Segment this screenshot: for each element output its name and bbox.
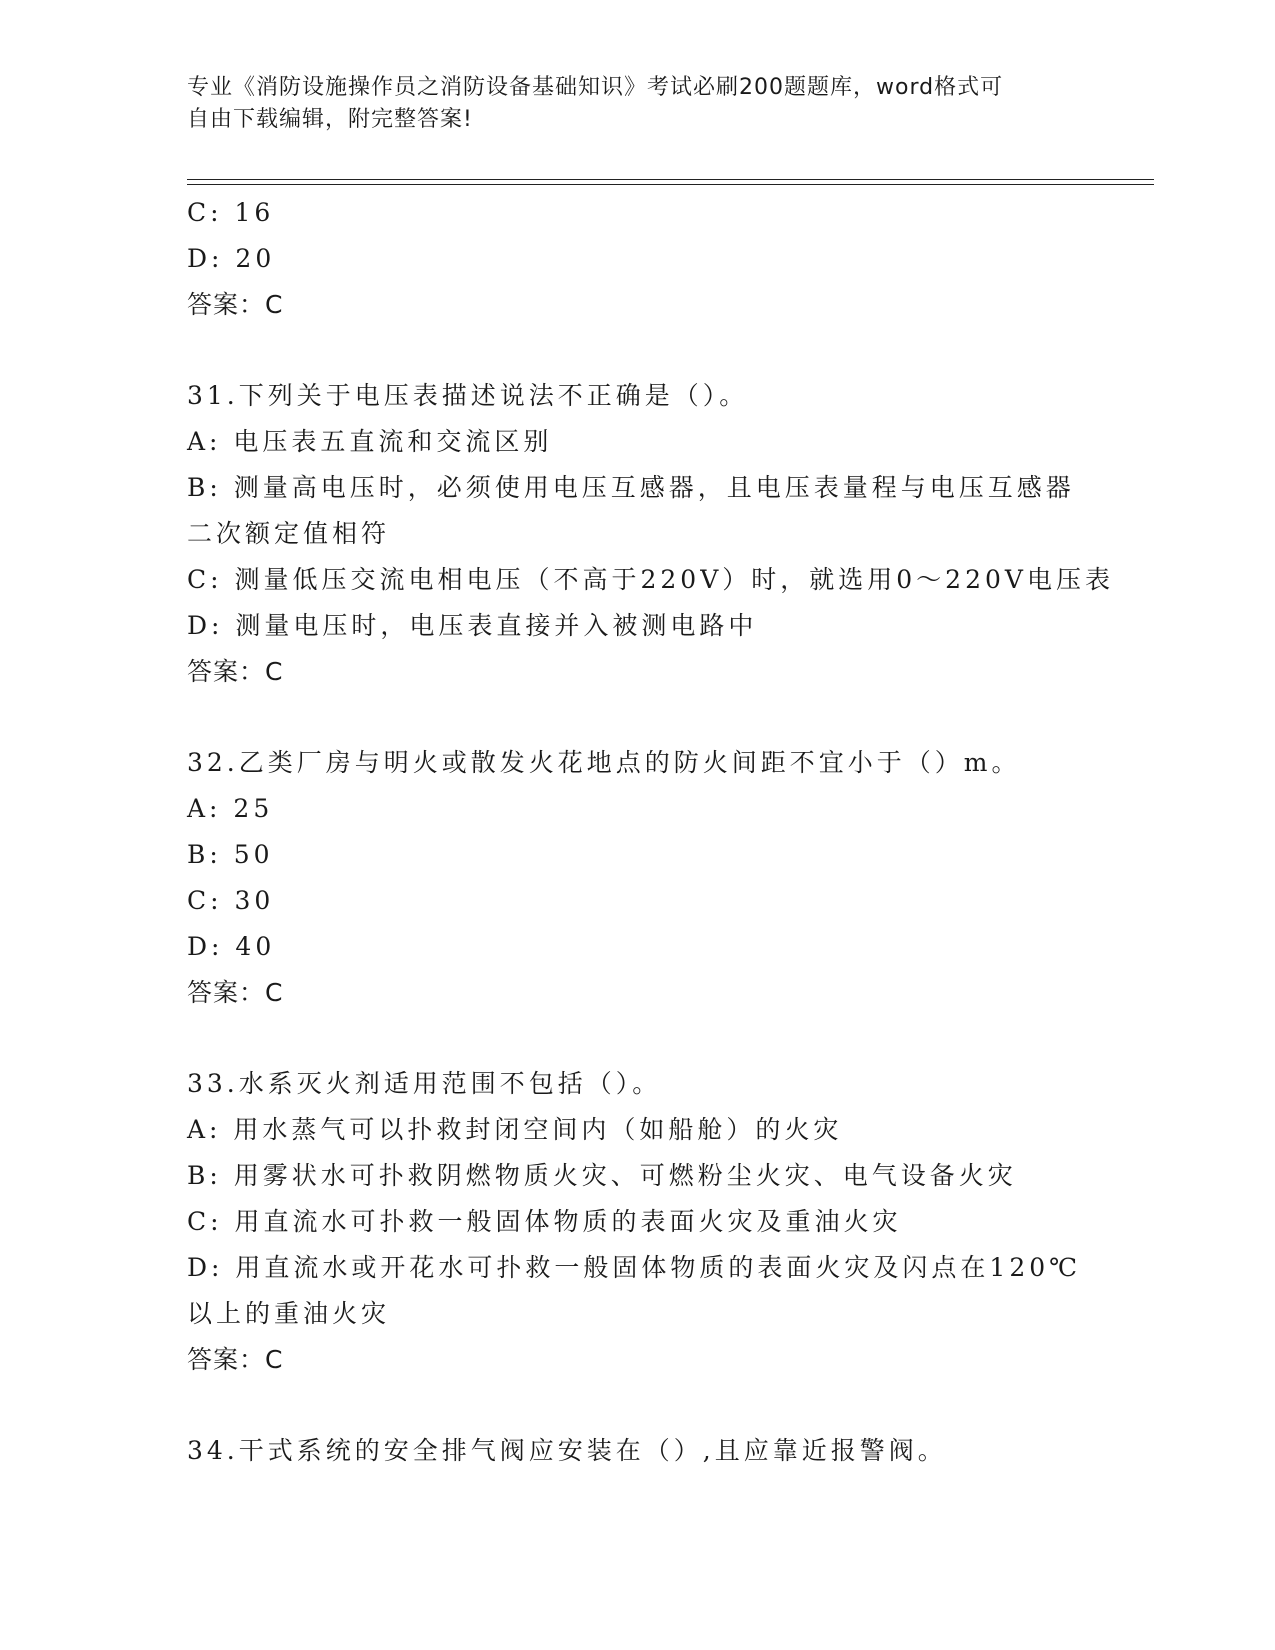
question-stem: 33.水系灭火剂适用范围不包括（）。 (187, 1069, 662, 1098)
option-d: D: 测量电压时，电压表直接并入被测电路中 (187, 611, 758, 640)
option-a: A: 用水蒸气可以扑救封闭空间内（如船舱）的火灾 (187, 1115, 843, 1144)
option-c: C: 用直流水可扑救一般固体物质的表面火灾及重油火灾 (187, 1207, 902, 1236)
option-a: A: 25 (187, 794, 274, 823)
question-33 (187, 1061, 1087, 1383)
header-line-2: 自由下载编辑，附完整答案! (187, 107, 473, 132)
question-stem: 32.乙类厂房与明火或散发火花地点的防火间距不宜小于（）m。 (187, 748, 1021, 777)
question-stem: 31.下列关于电压表描述说法不正确是（）。 (187, 381, 749, 410)
header-rule-top (187, 179, 1154, 180)
question-30-tail (187, 190, 1087, 328)
document-header (187, 72, 1087, 136)
option-c: C: 测量低压交流电相电压（不高于220V）时，就选用0～220V电压表 (187, 565, 1114, 594)
answer: 答案：C (187, 290, 284, 319)
option-d-continued: 以上的重油火灾 (187, 1299, 391, 1328)
option-b: B: 测量高电压时，必须使用电压互感器，且电压表量程与电压互感器 (187, 473, 1075, 502)
option-c: C: 30 (187, 886, 275, 915)
answer: 答案：C (187, 1345, 284, 1374)
option-d: D: 用直流水或开花水可扑救一般固体物质的表面火灾及闪点在120℃ (187, 1253, 1082, 1282)
question-32 (187, 740, 1087, 1016)
option-d: D: 20 (187, 244, 276, 273)
option-b-continued: 二次额定值相符 (187, 519, 391, 548)
header-line-1: 专业《消防设施操作员之消防设备基础知识》考试必刷200题题库，word格式可 (187, 75, 1004, 100)
option-b: B: 50 (187, 840, 274, 869)
question-31 (187, 373, 1114, 695)
option-c: C: 16 (187, 198, 275, 227)
answer: 答案：C (187, 657, 284, 686)
question-list (187, 190, 1114, 1474)
option-a: A: 电压表五直流和交流区别 (187, 427, 553, 456)
question-34 (187, 1428, 1087, 1474)
option-b: B: 用雾状水可扑救阴燃物质火灾、可燃粉尘火灾、电气设备火灾 (187, 1161, 1017, 1190)
answer: 答案：C (187, 978, 284, 1007)
option-d: D: 40 (187, 932, 276, 961)
header-rule-bottom (187, 184, 1154, 185)
question-stem: 34.干式系统的安全排气阀应安装在（）,且应靠近报警阀。 (187, 1436, 947, 1465)
